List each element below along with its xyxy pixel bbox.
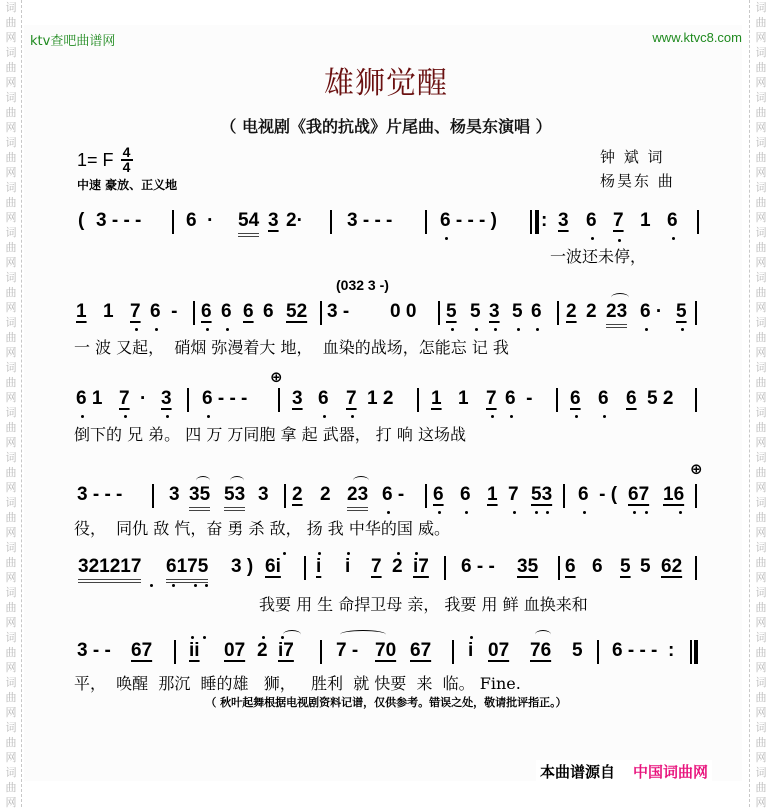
- watermark-char: 网: [5, 31, 17, 44]
- watermark-char: 网: [5, 661, 17, 674]
- watermark-char: 曲: [5, 511, 17, 524]
- watermark-char: 曲: [755, 781, 767, 794]
- watermark-char: 曲: [5, 196, 17, 209]
- watermark-char: 网: [5, 481, 17, 494]
- tempo-marking: 中速 豪放、正义地: [77, 178, 178, 192]
- watermark-char: 曲: [755, 556, 767, 569]
- watermark-char: 词: [755, 226, 767, 239]
- watermark-char: 曲: [755, 646, 767, 659]
- source-label: 本曲谱源自: [540, 762, 616, 781]
- watermark-char: 网: [5, 211, 17, 224]
- watermark-char: 词: [755, 406, 767, 419]
- watermark-char: 网: [5, 526, 17, 539]
- watermark-char: 曲: [5, 106, 17, 119]
- watermark-char: 曲: [755, 106, 767, 119]
- watermark-char: 词: [5, 406, 17, 419]
- watermark-char: 词: [5, 46, 17, 59]
- watermark-char: 网: [755, 121, 767, 134]
- watermark-char: 网: [755, 76, 767, 89]
- watermark-char: 网: [5, 616, 17, 629]
- watermark-char: 曲: [5, 376, 17, 389]
- watermark-char: 曲: [5, 691, 17, 704]
- watermark-char: 词: [755, 586, 767, 599]
- watermark-char: 曲: [5, 331, 17, 344]
- lyrics-line-4: 役， 同仇 敌 忾，奋 勇 杀 敌， 扬 我 中华的国 威。: [74, 519, 450, 538]
- source-brand-link[interactable]: 中国词曲网: [633, 762, 709, 781]
- watermark-char: 曲: [755, 241, 767, 254]
- watermark-char: 网: [5, 751, 17, 764]
- watermark-char: 词: [5, 226, 17, 239]
- watermark-char: 曲: [755, 286, 767, 299]
- watermark-char: 曲: [5, 16, 17, 29]
- watermark-char: 词: [755, 316, 767, 329]
- watermark-char: 网: [5, 436, 17, 449]
- score-line-3: ⊕ 6 1 7 · 3 6 - - - 3 6 7 1 2 1 1 7 6 - 6 6 6 5 2 倒下的 兄 弟。 四 万 万同胞 拿 起 武器， 打 响 这场战: [0, 370, 772, 450]
- watermark-char: 曲: [5, 286, 17, 299]
- watermark-char: 词: [755, 361, 767, 374]
- bracketed-annotation: (032 3 -): [336, 277, 389, 293]
- watermark-char: 网: [5, 346, 17, 359]
- coda-icon: ⊕: [270, 368, 283, 386]
- watermark-char: 曲: [5, 151, 17, 164]
- watermark-char: 网: [755, 256, 767, 269]
- watermark-char: 网: [5, 301, 17, 314]
- watermark-char: 词: [5, 496, 17, 509]
- time-sig-bottom: 4: [122, 159, 131, 175]
- watermark-char: 网: [755, 166, 767, 179]
- key-label: 1= F: [77, 149, 114, 170]
- lyrics-line-5: 我要 用 生 命捍卫母 亲， 我要 用 鲜 血换来和: [259, 595, 588, 614]
- watermark-char: 词: [755, 541, 767, 554]
- watermark-char: 词: [5, 586, 17, 599]
- watermark-char: 网: [755, 391, 767, 404]
- score-line-2: (032 3 -) 1 1 7 6 - 6 6 6 6 52 3 - 0 0 5 5 3 5 6 2 2 23 6 · 5 一 波 又起， 硝烟 弥漫着大 地， 血染的战场，怎能忘 记 我: [0, 277, 772, 357]
- watermark-char: 词: [755, 181, 767, 194]
- watermark-char: 词: [5, 1, 17, 14]
- watermark-char: 网: [755, 661, 767, 674]
- watermark-char: 词: [755, 766, 767, 779]
- watermark-char: 词: [755, 46, 767, 59]
- song-subtitle: （ 电视剧《我的抗战》片尾曲、杨昊东演唱 ）: [220, 117, 552, 136]
- time-sig-top: 4: [122, 144, 131, 160]
- watermark-char: 词: [5, 271, 17, 284]
- lyricist-credit: 钟 斌 词: [600, 148, 665, 166]
- watermark-char: 词: [5, 631, 17, 644]
- watermark-char: 网: [755, 526, 767, 539]
- watermark-char: 曲: [5, 556, 17, 569]
- lyrics-line-3: 倒下的 兄 弟。 四 万 万同胞 拿 起 武器， 打 响 这场战: [74, 425, 466, 444]
- watermark-char: 词: [755, 721, 767, 734]
- watermark-char: 词: [5, 181, 17, 194]
- lyrics-line-6: 平， 唤醒 那沉 睡的雄 狮， 胜利 就 快要 来 临。 Fine.: [74, 674, 521, 693]
- score-line-4: ⊕ 3 - - - 3 35 53 3 2 2 23 6 - 6 6 1 7 53 6 - ( 67 16 役， 同仇 敌 忾，奋 勇 杀 敌， 扬 我 中华的国 威。: [74, 460, 703, 538]
- watermark-char: 词: [755, 136, 767, 149]
- watermark-char: 词: [5, 721, 17, 734]
- watermark-char: 曲: [5, 466, 17, 479]
- watermark-char: 网: [755, 706, 767, 719]
- watermark-char: 曲: [755, 151, 767, 164]
- watermark-char: 曲: [755, 691, 767, 704]
- watermark-char: 词: [755, 91, 767, 104]
- watermark-char: 网: [755, 481, 767, 494]
- watermark-char: 词: [5, 766, 17, 779]
- watermark-char: 网: [5, 391, 17, 404]
- watermark-char: 网: [755, 31, 767, 44]
- watermark-char: 曲: [755, 376, 767, 389]
- watermark-char: 网: [755, 751, 767, 764]
- watermark-char: 词: [5, 136, 17, 149]
- watermark-char: 曲: [5, 781, 17, 794]
- score-line-5: 321217 6175 3 ) 6i i i 7 2 i7 6 - - 35 6 6 5 5 62 我要 用 生 命捍卫母 亲， 我要 用 鲜 血换来和: [0, 548, 772, 628]
- transcription-note: （ 秋叶起舞根据电视剧资料记谱，仅供参考。错误之处，敬请批评指正。）: [205, 696, 567, 709]
- watermark-char: 曲: [755, 331, 767, 344]
- watermark-char: 网: [755, 571, 767, 584]
- watermark-char: 网: [755, 301, 767, 314]
- site-url-link[interactable]: www.ktvc8.com: [652, 30, 742, 45]
- score-line-6: 3 - - 67 ii 07 2 i7 7 - 70 67 i 07 76 5 6 - - - : 平， 唤醒 那沉 睡的雄 狮， 胜利 就 快要 来 临。 Fine.: [0, 630, 772, 710]
- watermark-char: 曲: [755, 421, 767, 434]
- key-signature: [77, 146, 133, 174]
- watermark-char: 网: [755, 436, 767, 449]
- coda-icon: ⊕: [690, 460, 703, 478]
- watermark-char: 曲: [755, 601, 767, 614]
- score-line-1: ( 3 - - - 6 · 54 3 2· 3 - - - 6 - - - ) : 3 6 7 1 6 一波还未停，: [0, 210, 772, 290]
- watermark-char: 词: [5, 316, 17, 329]
- watermark-char: 词: [755, 631, 767, 644]
- composer-credit: 杨昊东 曲: [600, 172, 675, 190]
- watermark-char: 曲: [5, 61, 17, 74]
- watermark-char: 网: [755, 616, 767, 629]
- watermark-char: 词: [5, 451, 17, 464]
- watermark-char: 网: [5, 256, 17, 269]
- watermark-char: 词: [5, 541, 17, 554]
- watermark-char: 曲: [5, 736, 17, 749]
- time-signature: [121, 146, 133, 174]
- watermark-char: 曲: [755, 736, 767, 749]
- watermark-char: 词: [5, 676, 17, 689]
- watermark-char: 词: [755, 1, 767, 14]
- watermark-char: 网: [5, 76, 17, 89]
- watermark-char: 曲: [755, 61, 767, 74]
- lyrics-line-1: 一波还未停，: [550, 247, 647, 266]
- lyrics-line-2: 一 波 又起， 硝烟 弥漫着大 地， 血染的战场，怎能忘 记 我: [74, 338, 509, 357]
- watermark-char: 网: [5, 571, 17, 584]
- watermark-char: 网: [5, 706, 17, 719]
- watermark-char: 曲: [5, 421, 17, 434]
- watermark-char: 词: [5, 361, 17, 374]
- watermark-char: 网: [5, 166, 17, 179]
- watermark-char: 词: [755, 271, 767, 284]
- watermark-char: 词: [755, 676, 767, 689]
- song-title: 雄狮觉醒: [324, 66, 448, 101]
- watermark-char: 词: [755, 496, 767, 509]
- watermark-char: 词: [5, 91, 17, 104]
- source-credit: [536, 760, 712, 782]
- site-name-link[interactable]: ktv查吧曲谱网: [30, 34, 116, 49]
- watermark-char: 网: [755, 346, 767, 359]
- watermark-char: 网: [755, 796, 767, 809]
- watermark-char: 曲: [5, 241, 17, 254]
- watermark-char: 曲: [5, 601, 17, 614]
- watermark-char: 曲: [5, 646, 17, 659]
- watermark-char: 网: [5, 121, 17, 134]
- watermark-char: 网: [5, 796, 17, 809]
- watermark-char: 曲: [755, 196, 767, 209]
- watermark-char: 网: [755, 211, 767, 224]
- watermark-char: 词: [755, 451, 767, 464]
- watermark-char: 曲: [755, 511, 767, 524]
- watermark-char: 曲: [755, 16, 767, 29]
- watermark-char: 曲: [755, 466, 767, 479]
